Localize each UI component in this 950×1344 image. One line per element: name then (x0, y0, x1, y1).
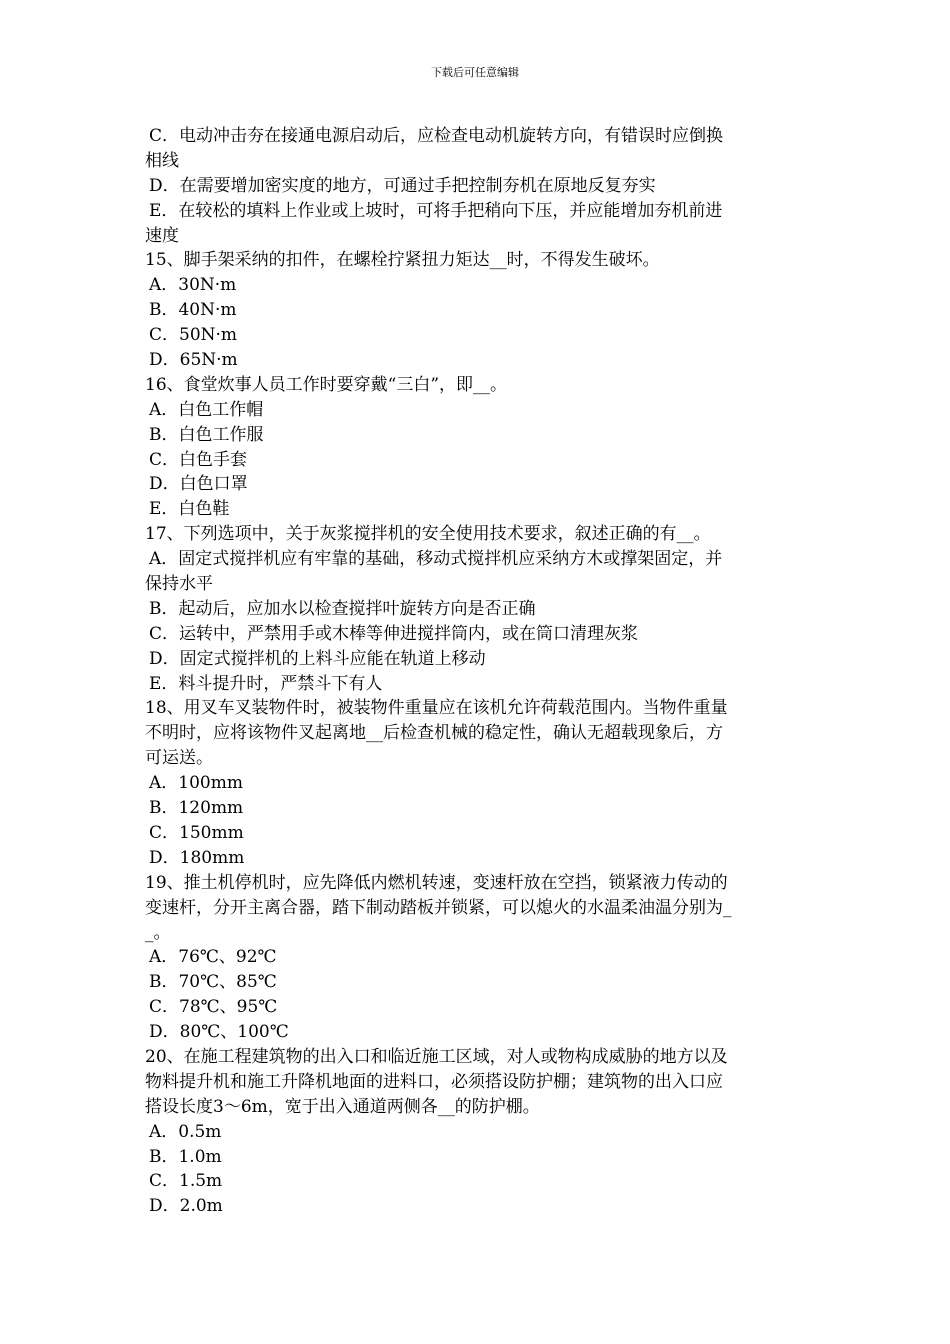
question-stem: 15、脚手架采纳的扣件，在螺栓拧紧扭力矩达__时，不得发生破坏。 (145, 250, 660, 271)
answer-option: B．120mm (149, 798, 244, 819)
answer-option: D．在需要增加密实度的地方，可通过手把控制夯机在原地反复夯实 (149, 175, 656, 196)
answer-option: C．1.5m (149, 1171, 223, 1192)
answer-option: C．白色手套 (149, 449, 248, 470)
text-continuation: 相线 (145, 150, 179, 171)
answer-option: D．固定式搅拌机的上料斗应能在轨道上移动 (149, 648, 486, 669)
answer-option: B．70℃、85℃ (149, 972, 277, 993)
text-continuation: _。 (145, 922, 171, 943)
question-stem: 20、在施工程建筑物的出入口和临近施工区域，对人或物构成威胁的地方以及 (145, 1046, 728, 1067)
answer-option: D．白色口罩 (149, 474, 248, 495)
question-stem: 19、推土机停机时，应先降低内燃机转速，变速杆放在空挡，锁紧液力传动的 (145, 872, 728, 893)
answer-option: A．100mm (149, 773, 243, 794)
answer-option: B．起动后，应加水以检查搅拌叶旋转方向是否正确 (149, 598, 536, 619)
answer-option: E．在较松的填料上作业或上坡时，可将手把稍向下压，并应能增加夯机前进 (149, 200, 723, 221)
text-continuation: 保持水平 (145, 574, 213, 595)
text-continuation: 可运送。 (145, 748, 213, 769)
document-body (145, 124, 810, 1219)
answer-option: C．78℃、95℃ (149, 997, 278, 1018)
answer-option: C．50N·m (149, 325, 238, 346)
answer-option: A．固定式搅拌机应有牢靠的基础，移动式搅拌机应采纳方木或撑架固定，并 (149, 549, 723, 570)
page-header: 下载后可任意编辑 (431, 66, 519, 79)
question-stem: 18、用叉车叉装物件时，被装物件重量应在该机允许荷载范围内。当物件重量 (145, 698, 728, 719)
text-continuation: 搭设长度3～6m，宽于出入通道两侧各__的防护棚。 (145, 1096, 540, 1117)
answer-option: E．料斗提升时，严禁斗下有人 (149, 673, 383, 694)
text-continuation: 速度 (145, 225, 179, 246)
answer-option: D．180mm (149, 847, 245, 868)
answer-option: C．运转中，严禁用手或木棒等伸进搅拌筒内，或在筒口清理灰浆 (149, 623, 639, 644)
answer-option: A．白色工作帽 (149, 399, 264, 420)
answer-option: A．0.5m (149, 1121, 222, 1142)
text-continuation: 不明时，应将该物件叉起离地__后检查机械的稳定性，确认无超载现象后，方 (145, 723, 723, 744)
question-stem: 17、下列选项中，关于灰浆搅拌机的安全使用技术要求，叙述正确的有__。 (145, 524, 711, 545)
answer-option: C．150mm (149, 822, 244, 843)
answer-option: D．80℃、100℃ (149, 1022, 289, 1043)
answer-option: B．白色工作服 (149, 424, 264, 445)
answer-option: E．白色鞋 (149, 499, 230, 520)
answer-option: A．30N·m (149, 275, 237, 296)
answer-option: C．电动冲击夯在接通电源启动后，应检查电动机旋转方向，有错误时应倒换 (149, 126, 724, 146)
question-stem: 16、食堂炊事人员工作时要穿戴“三白”，即__。 (145, 374, 508, 395)
answer-option: B．40N·m (149, 300, 237, 321)
answer-option: A．76℃、92℃ (149, 947, 277, 968)
answer-option: B．1.0m (149, 1146, 222, 1167)
text-continuation: 物料提升机和施工升降机地面的进料口，必须搭设防护棚；建筑物的出入口应 (145, 1071, 723, 1092)
answer-option: D．2.0m (149, 1196, 223, 1217)
answer-option: D．65N·m (149, 350, 238, 371)
text-continuation: 变速杆，分开主离合器，踏下制动踏板并锁紧，可以熄火的水温柔油温分别为_ (145, 897, 732, 918)
